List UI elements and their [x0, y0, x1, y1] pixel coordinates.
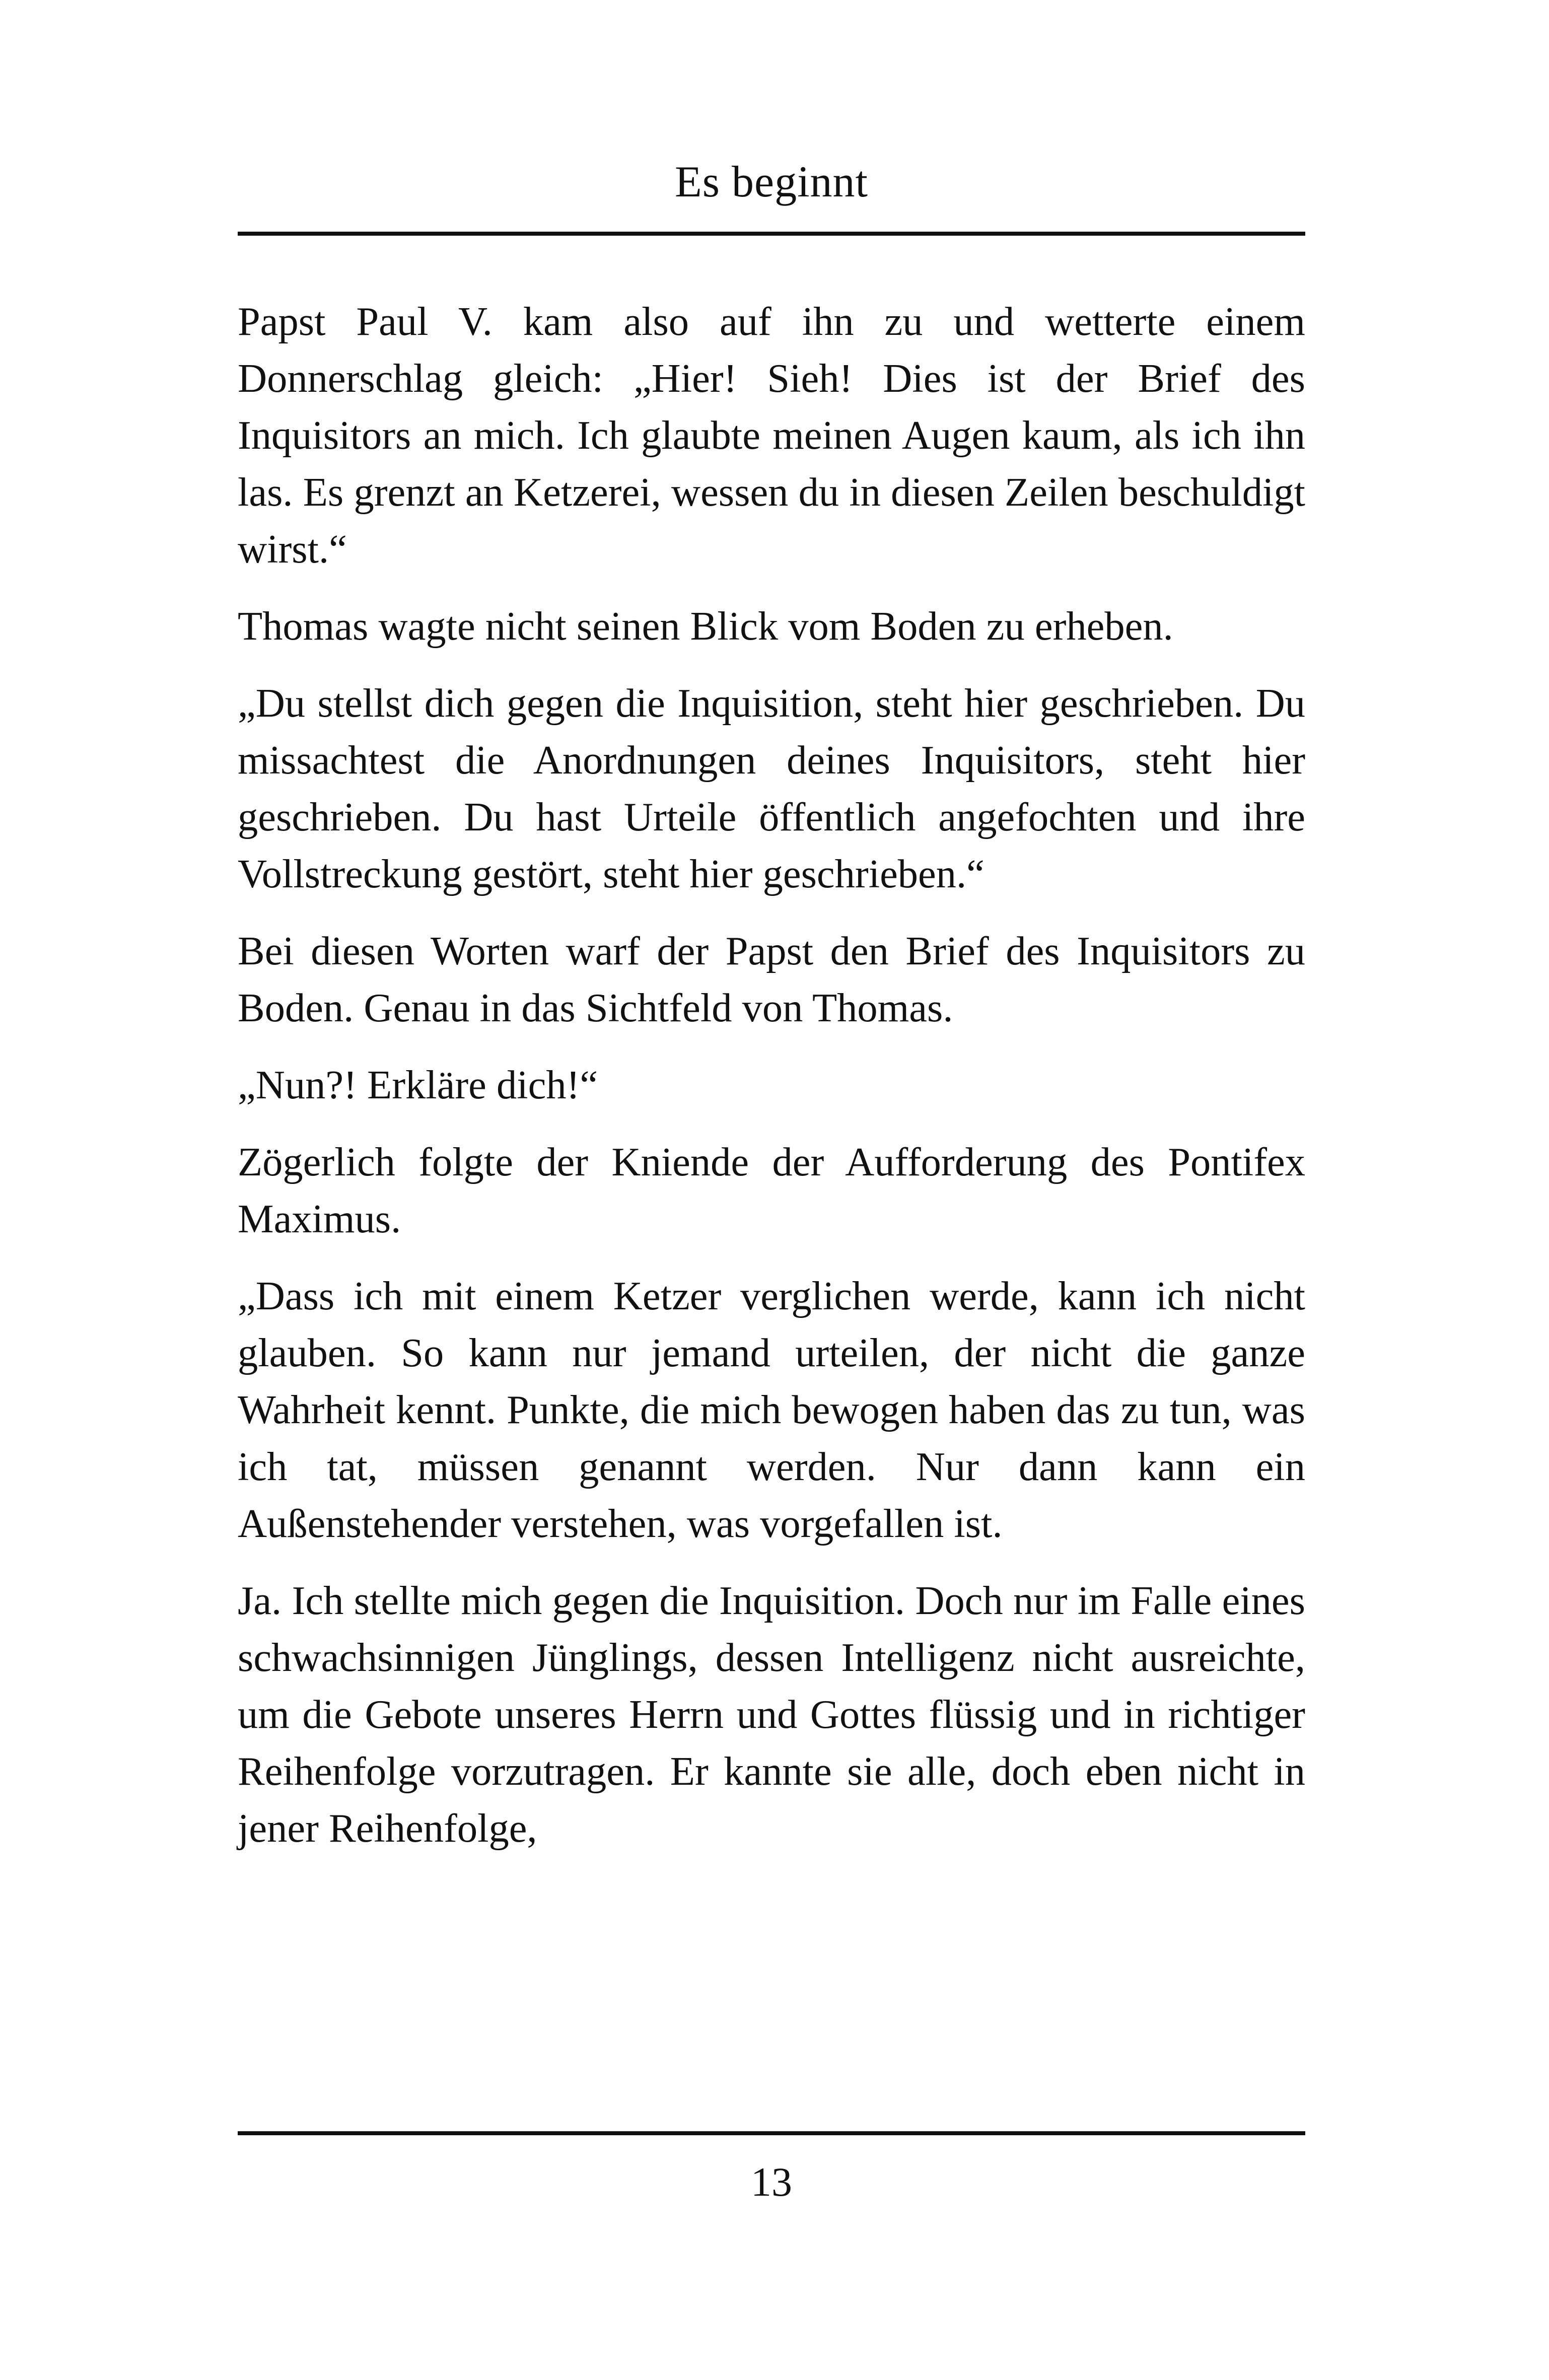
paragraph: Thomas wagte nicht seinen Blick vom Boden zu erheben.: [238, 604, 1173, 649]
paragraph: „Du stellst dich gegen die Inquisition, steht hier geschrieben. Du missachtest die Anordnungen deines Inquisitors, steht hier geschrieben. Du hast Urteile öffentlich angefochten und ihre Vollstreckung gestört, steht hier geschrieben.“: [238, 681, 1305, 896]
header-rule: [238, 232, 1305, 236]
paragraph: Zögerlich folgte der Kniende der Aufforderung des Pontifex Maximus.: [238, 1140, 1305, 1241]
footer-rule: [238, 2131, 1305, 2135]
paragraph: Ja. Ich stellte mich gegen die Inquisition. Doch nur im Falle eines schwachsinnigen Jünglings, dessen Intelligenz nicht ausreichte, um die Gebote unseres Herrn und Gottes flüssig und in richtiger Reihenfolge vorzutragen. Er kannte sie alle, doch eben nicht in jener Reihenfolge,: [238, 1578, 1305, 1851]
running-head-title: Es beginnt: [675, 158, 868, 206]
paragraph: Papst Paul V. kam also auf ihn zu und wetterte einem Donnerschlag gleich: „Hier! Sieh! Dies ist der Brief des Inquisitors an mich. Ich glaubte meinen Augen kaum, als ich ihn las. Es grenzt an Ketzerei, wessen du in diesen Zeilen beschuldigt wirst.“: [238, 299, 1305, 572]
paragraph: „Nun?! Erkläre dich!“: [238, 1063, 598, 1107]
paragraph: Bei diesen Worten warf der Papst den Brief des Inquisitors zu Boden. Genau in das Sichtfeld von Thomas.: [238, 929, 1305, 1030]
page-number: 13: [751, 2159, 792, 2205]
paragraph: „Dass ich mit einem Ketzer verglichen werde, kann ich nicht glauben. So kann nur jemand urteilen, der nicht die ganze Wahrheit kennt. Punkte, die mich bewogen haben das zu tun, was ich tat, müssen genannt werden. Nur dann kann ein Außenstehender verstehen, was vorgefallen ist.: [238, 1274, 1305, 1546]
body-text: [238, 293, 1305, 1857]
